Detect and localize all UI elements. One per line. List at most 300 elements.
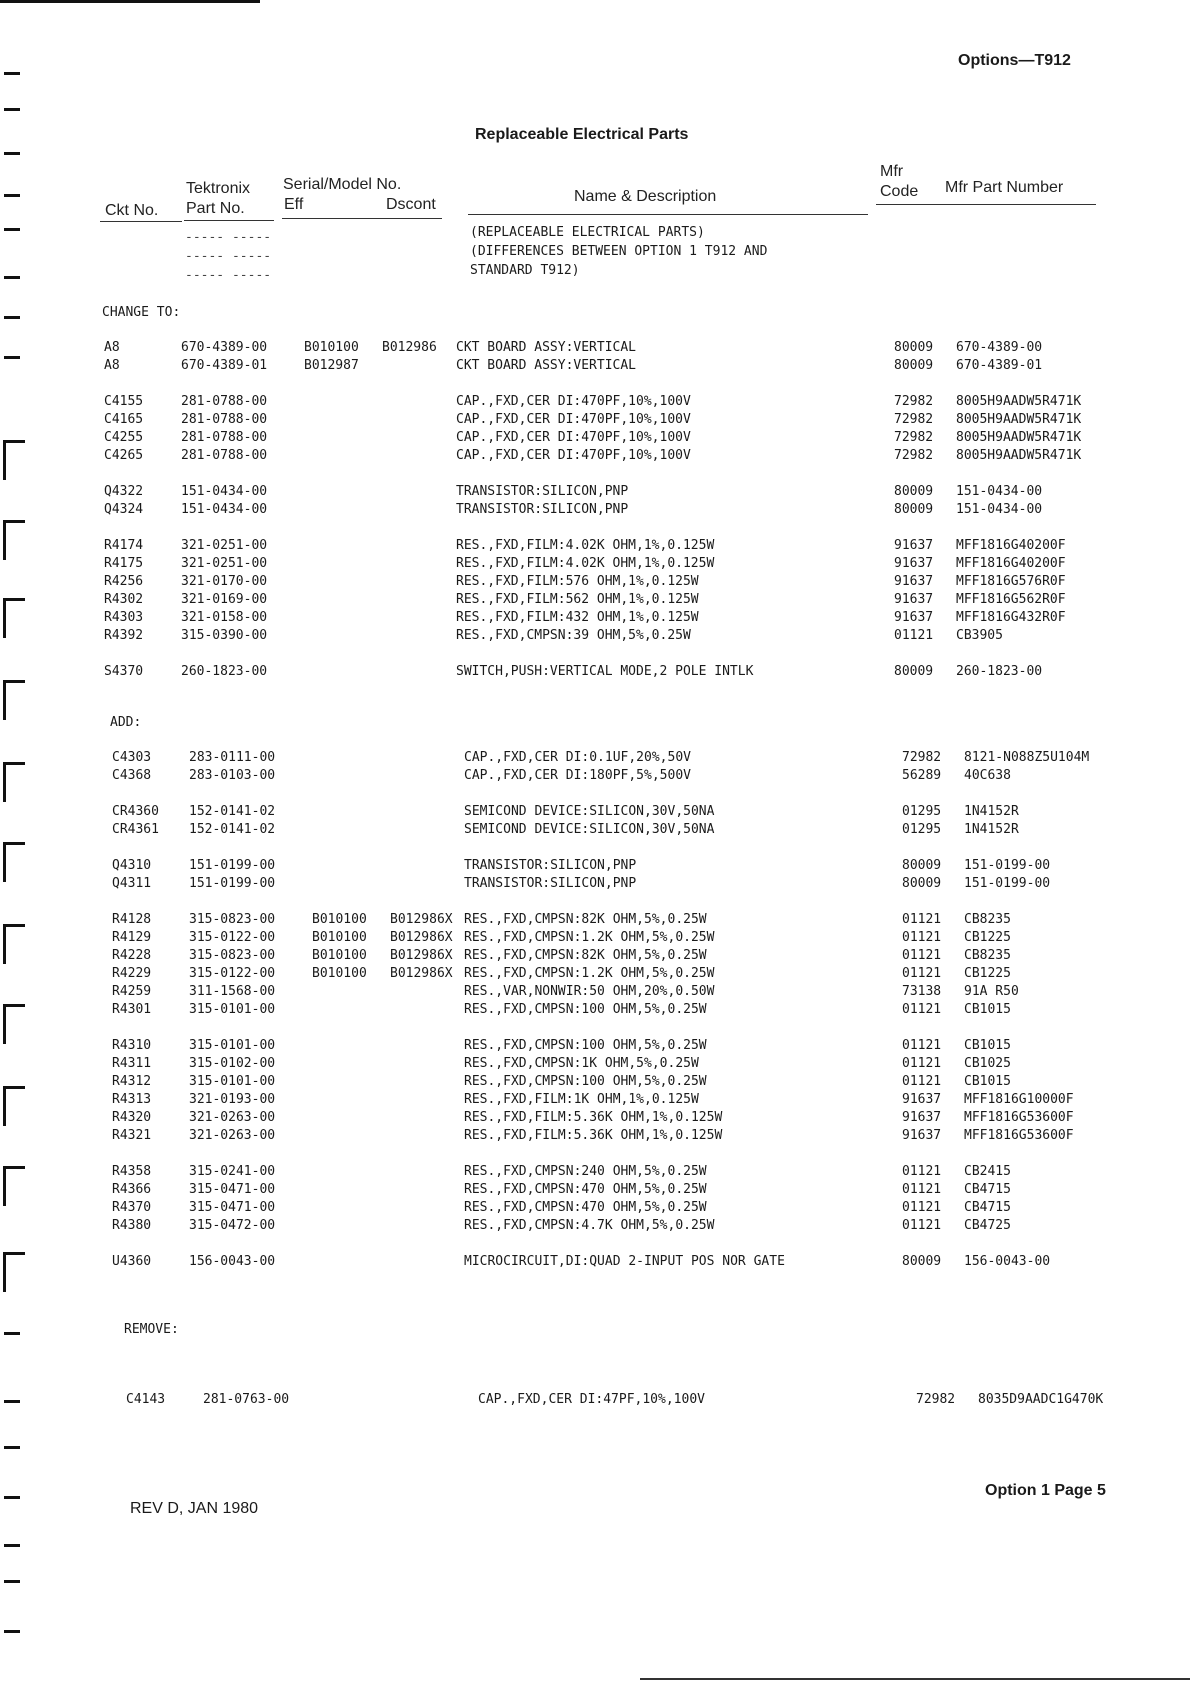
ckt-no: R4366 [112,1182,152,1197]
name-description: RES.,FXD,FILM:4.02K OHM,1%,0.125W [456,556,715,571]
mfr-part-number: 8005H9AADW5R471K [956,430,1082,445]
mfr-part-number: 8005H9AADW5R471K [956,412,1082,427]
part-row [112,1002,1112,1020]
tektronix-part-no: 321-0263-00 [189,1128,276,1143]
name-description: CAP.,FXD,CER DI:470PF,10%,100V [456,430,691,445]
name-description: RES.,FXD,CMPSN:1.2K OHM,5%,0.25W [464,966,715,981]
mfr-code: 80009 [894,664,934,679]
header-tektronix: Tektronix [186,180,251,197]
mfr-code: 01121 [902,1056,942,1071]
mfr-code: 91637 [894,610,934,625]
part-row [104,592,1104,610]
ckt-no: R4302 [104,592,144,607]
tektronix-part-no: 281-0763-00 [203,1392,290,1407]
name-description: RES.,FXD,FILM:432 OHM,1%,0.125W [456,610,699,625]
ckt-no: R4313 [112,1092,152,1107]
name-description: SEMICOND DEVICE:SILICON,30V,50NA [464,804,715,819]
bottom-edge-rule [640,1678,1190,1680]
part-row [112,1164,1112,1182]
mfr-code: 91637 [894,538,934,553]
mfr-part-number: 260-1823-00 [956,664,1043,679]
margin-mark [4,1544,20,1547]
mfr-part-number: CB1015 [964,1002,1011,1017]
tektronix-part-no: 321-0193-00 [189,1092,276,1107]
mfr-part-number: MFF1816G40200F [956,556,1066,571]
ckt-no: U4360 [112,1254,152,1269]
ckt-no: R4321 [112,1128,152,1143]
margin-mark [4,108,20,111]
tektronix-part-no: 321-0170-00 [181,574,268,589]
tektronix-part-no: 315-0241-00 [189,1164,276,1179]
tektronix-part-no: 283-0103-00 [189,768,276,783]
tektronix-part-no: 281-0788-00 [181,394,268,409]
ckt-no: R4256 [104,574,144,589]
mfr-code: 80009 [894,502,934,517]
mfr-code: 01121 [902,912,942,927]
mfr-part-number: CB1225 [964,930,1011,945]
spacer-row [104,466,1104,484]
tektronix-part-no: 315-0122-00 [189,966,276,981]
part-row [112,1128,1112,1146]
name-description: TRANSISTOR:SILICON,PNP [456,502,629,517]
name-description: RES.,FXD,CMPSN:100 OHM,5%,0.25W [464,1002,707,1017]
mfr-code: 01121 [902,1164,942,1179]
header-part-no: Part No. [186,200,245,217]
spacer-row [104,520,1104,538]
part-row [112,1074,1112,1092]
part-row [104,556,1104,574]
dash-line: ----- ----- [185,230,272,245]
part-row [104,664,1104,682]
mfr-code: 72982 [894,448,934,463]
mfr-code: 01121 [902,1200,942,1215]
section-label: CHANGE TO: [102,305,181,320]
mfr-part-number: CB3905 [956,628,1003,643]
name-description: CAP.,FXD,CER DI:470PF,10%,100V [456,448,691,463]
name-description: CAP.,FXD,CER DI:470PF,10%,100V [456,412,691,427]
header-eff: Eff [284,196,304,213]
ckt-no: R4370 [112,1200,152,1215]
tektronix-part-no: 315-0101-00 [189,1074,276,1089]
ckt-no: Q4322 [104,484,144,499]
part-row [112,1038,1112,1056]
serial-eff: B012987 [304,358,359,373]
dash-line: ----- ----- [185,249,272,264]
mfr-code: 01121 [902,1074,942,1089]
margin-bracket [3,1004,6,1044]
tektronix-part-no: 315-0823-00 [189,912,276,927]
part-row [112,1110,1112,1128]
serial-dscont: B012986X [390,948,453,963]
mfr-part-number: 151-0199-00 [964,876,1051,891]
mfr-code: 01121 [902,1038,942,1053]
part-row [112,750,1112,768]
mfr-code: 72982 [894,430,934,445]
mfr-code: 73138 [902,984,942,999]
part-row [112,1092,1112,1110]
margin-mark [4,356,20,359]
name-description: TRANSISTOR:SILICON,PNP [464,876,637,891]
revision-date: REV D, JAN 1980 [130,1500,259,1517]
header-rule [876,204,1096,205]
mfr-code: 80009 [894,358,934,373]
tektronix-part-no: 670-4389-00 [181,340,268,355]
name-description: RES.,FXD,CMPSN:470 OHM,5%,0.25W [464,1200,707,1215]
mfr-part-number: 151-0434-00 [956,502,1043,517]
ckt-no: S4370 [104,664,144,679]
spacer-row [112,1236,1112,1254]
intro-dashes [185,228,271,285]
mfr-part-number: 8121-N088Z5U104M [964,750,1090,765]
name-description: CAP.,FXD,CER DI:470PF,10%,100V [456,394,691,409]
ckt-no: C4303 [112,750,152,765]
mfr-part-number: 8035D9AADC1G470K [978,1392,1104,1407]
mfr-code: 01121 [902,966,942,981]
serial-dscont: B012986X [390,930,453,945]
part-row [112,1182,1112,1200]
header-dscont: Dscont [386,196,436,213]
name-description: CKT BOARD ASSY:VERTICAL [456,358,637,373]
ckt-no: C4255 [104,430,144,445]
tektronix-part-no: 321-0251-00 [181,556,268,571]
intro-line: (REPLACEABLE ELECTRICAL PARTS) [470,225,705,240]
part-row [112,804,1112,822]
mfr-part-number: CB4725 [964,1218,1011,1233]
part-row [112,876,1112,894]
part-row [104,484,1104,502]
part-row [112,912,1112,930]
mfr-part-number: MFF1816G40200F [956,538,1066,553]
tektronix-part-no: 151-0434-00 [181,484,268,499]
ckt-no: Q4310 [112,858,152,873]
margin-bracket [3,924,6,964]
tektronix-part-no: 315-0122-00 [189,930,276,945]
ckt-no: A8 [104,340,120,355]
mfr-code: 91637 [902,1092,942,1107]
margin-bracket [3,1166,6,1206]
name-description: RES.,FXD,CMPSN:470 OHM,5%,0.25W [464,1182,707,1197]
mfr-code: 91637 [902,1128,942,1143]
part-row [104,574,1104,592]
margin-mark [4,1580,20,1583]
name-description: CAP.,FXD,CER DI:180PF,5%,500V [464,768,691,783]
part-row [104,430,1104,448]
mfr-part-number: CB1225 [964,966,1011,981]
tektronix-part-no: 151-0199-00 [189,876,276,891]
serial-dscont: B012986X [390,966,453,981]
name-description: RES.,FXD,FILM:1K OHM,1%,0.125W [464,1092,699,1107]
mfr-part-number: CB8235 [964,948,1011,963]
mfr-part-number: CB2415 [964,1164,1011,1179]
ckt-no: R4392 [104,628,144,643]
name-description: SEMICOND DEVICE:SILICON,30V,50NA [464,822,715,837]
mfr-part-number: MFF1816G562R0F [956,592,1066,607]
margin-mark [4,276,20,279]
name-description: RES.,FXD,CMPSN:240 OHM,5%,0.25W [464,1164,707,1179]
serial-eff: B010100 [312,966,367,981]
ckt-no: C4143 [126,1392,166,1407]
tektronix-part-no: 315-0472-00 [189,1218,276,1233]
tektronix-part-no: 152-0141-02 [189,822,276,837]
part-row [104,394,1104,412]
header-rule [100,221,182,222]
ckt-no: R4310 [112,1038,152,1053]
mfr-code: 72982 [894,412,934,427]
header-name-description: Name & Description [574,188,717,205]
margin-mark [4,152,20,155]
section-label: REMOVE: [124,1322,179,1337]
name-description: RES.,FXD,CMPSN:100 OHM,5%,0.25W [464,1038,707,1053]
mfr-part-number: 1N4152R [964,822,1019,837]
ckt-no: Q4324 [104,502,144,517]
name-description: RES.,FXD,CMPSN:1.2K OHM,5%,0.25W [464,930,715,945]
part-row [104,340,1104,358]
ckt-no: R4301 [112,1002,152,1017]
margin-mark [4,194,20,197]
part-row [126,1392,1126,1410]
serial-eff: B010100 [312,930,367,945]
mfr-part-number: CB1015 [964,1038,1011,1053]
tektronix-part-no: 321-0169-00 [181,592,268,607]
margin-mark [4,72,20,75]
tektronix-part-no: 281-0788-00 [181,430,268,445]
name-description: RES.,VAR,NONWIR:50 OHM,20%,0.50W [464,984,715,999]
ckt-no: R4380 [112,1218,152,1233]
tektronix-part-no: 151-0434-00 [181,502,268,517]
mfr-code: 91637 [894,556,934,571]
page-number: Option 1 Page 5 [985,1482,1106,1499]
margin-mark [4,1630,20,1633]
mfr-part-number: MFF1816G53600F [964,1128,1074,1143]
tektronix-part-no: 321-0158-00 [181,610,268,625]
header-rule [468,214,868,215]
tektronix-part-no: 321-0251-00 [181,538,268,553]
spacer-row [112,786,1112,804]
part-row [112,1254,1112,1272]
mfr-code: 91637 [894,574,934,589]
dash-line: ----- ----- [185,268,272,283]
serial-eff: B010100 [312,912,367,927]
ckt-no: R4311 [112,1056,152,1071]
ckt-no: R4320 [112,1110,152,1125]
tektronix-part-no: 260-1823-00 [181,664,268,679]
header-code: Code [880,183,919,200]
tektronix-part-no: 315-0471-00 [189,1200,276,1215]
serial-eff: B010100 [312,948,367,963]
margin-bracket [3,842,6,882]
section-label: ADD: [110,715,142,730]
ckt-no: R4229 [112,966,152,981]
ckt-no: R4175 [104,556,144,571]
spacer-row [112,1020,1112,1038]
mfr-code: 01295 [902,804,942,819]
mfr-code: 80009 [894,340,934,355]
tektronix-part-no: 281-0788-00 [181,448,268,463]
margin-bracket [3,1086,6,1126]
name-description: CAP.,FXD,CER DI:47PF,10%,100V [478,1392,705,1407]
name-description: RES.,FXD,FILM:5.36K OHM,1%,0.125W [464,1128,723,1143]
ckt-no: C4368 [112,768,152,783]
mfr-code: 72982 [916,1392,956,1407]
part-row [104,538,1104,556]
part-row [112,858,1112,876]
mfr-code: 80009 [902,876,942,891]
mfr-part-number: MFF1816G53600F [964,1110,1074,1125]
mfr-code: 91637 [894,592,934,607]
mfr-part-number: 151-0434-00 [956,484,1043,499]
header-rule [282,218,442,219]
mfr-part-number: CB4715 [964,1182,1011,1197]
intro-line: STANDARD T912) [470,263,580,278]
ckt-no: R4228 [112,948,152,963]
ckt-no: CR4361 [112,822,159,837]
page-title: Replaceable Electrical Parts [475,126,689,143]
mfr-code: 01121 [902,1182,942,1197]
tektronix-part-no: 152-0141-02 [189,804,276,819]
tektronix-part-no: 315-0390-00 [181,628,268,643]
tektronix-part-no: 283-0111-00 [189,750,276,765]
mfr-part-number: MFF1816G576R0F [956,574,1066,589]
header-mfr: Mfr [880,163,904,180]
ckt-no: R4174 [104,538,144,553]
tektronix-part-no: 151-0199-00 [189,858,276,873]
tektronix-part-no: 156-0043-00 [189,1254,276,1269]
tektronix-part-no: 315-0823-00 [189,948,276,963]
part-row [104,628,1104,646]
mfr-code: 01121 [902,948,942,963]
mfr-part-number: 670-4389-01 [956,358,1043,373]
margin-mark [4,1496,20,1499]
serial-dscont: B012986X [390,912,453,927]
tektronix-part-no: 321-0263-00 [189,1110,276,1125]
mfr-part-number: MFF1816G432R0F [956,610,1066,625]
serial-dscont: B012986 [382,340,437,355]
part-row [104,448,1104,466]
name-description: SWITCH,PUSH:VERTICAL MODE,2 POLE INTLK [456,664,754,679]
margin-bracket [3,762,6,802]
tektronix-part-no: 281-0788-00 [181,412,268,427]
margin-mark [4,1400,20,1403]
ckt-no: C4155 [104,394,144,409]
intro-text [470,223,767,280]
mfr-part-number: CB1015 [964,1074,1011,1089]
header-rule [184,220,274,221]
spacer-row [104,376,1104,394]
mfr-code: 01121 [902,930,942,945]
margin-mark [4,316,20,319]
name-description: CKT BOARD ASSY:VERTICAL [456,340,637,355]
header-ckt-no: Ckt No. [105,202,159,219]
margin-bracket [3,598,6,638]
ckt-no: R4303 [104,610,144,625]
name-description: RES.,FXD,CMPSN:4.7K OHM,5%,0.25W [464,1218,715,1233]
mfr-code: 01121 [902,1002,942,1017]
part-row [104,502,1104,520]
serial-eff: B010100 [304,340,359,355]
tektronix-part-no: 670-4389-01 [181,358,268,373]
margin-mark [4,1332,20,1335]
mfr-part-number: 156-0043-00 [964,1254,1051,1269]
ckt-no: C4265 [104,448,144,463]
part-row [112,966,1112,984]
mfr-code: 72982 [894,394,934,409]
name-description: CAP.,FXD,CER DI:0.1UF,20%,50V [464,750,691,765]
part-row [112,1200,1112,1218]
ckt-no: R4259 [112,984,152,999]
ckt-no: R4358 [112,1164,152,1179]
spacer-row [112,894,1112,912]
margin-mark [4,1446,20,1449]
name-description: RES.,FXD,CMPSN:82K OHM,5%,0.25W [464,912,707,927]
mfr-code: 01121 [894,628,934,643]
mfr-code: 80009 [894,484,934,499]
mfr-code: 80009 [902,858,942,873]
part-row [112,1056,1112,1074]
name-description: TRANSISTOR:SILICON,PNP [456,484,629,499]
mfr-part-number: CB4715 [964,1200,1011,1215]
header-serial-model: Serial/Model No. [283,176,402,193]
name-description: RES.,FXD,FILM:4.02K OHM,1%,0.125W [456,538,715,553]
name-description: RES.,FXD,CMPSN:39 OHM,5%,0.25W [456,628,691,643]
part-row [104,610,1104,628]
name-description: RES.,FXD,FILM:562 OHM,1%,0.125W [456,592,699,607]
part-row [112,948,1112,966]
name-description: RES.,FXD,CMPSN:1K OHM,5%,0.25W [464,1056,699,1071]
ckt-no: A8 [104,358,120,373]
mfr-code: 56289 [902,768,942,783]
mfr-code: 01295 [902,822,942,837]
part-row [104,412,1104,430]
mfr-part-number: 40C638 [964,768,1011,783]
part-row [112,930,1112,948]
name-description: RES.,FXD,CMPSN:82K OHM,5%,0.25W [464,948,707,963]
ckt-no: C4165 [104,412,144,427]
mfr-code: 01121 [902,1218,942,1233]
mfr-part-number: MFF1816G10000F [964,1092,1074,1107]
part-row [104,358,1104,376]
margin-bracket [3,520,6,560]
name-description: RES.,FXD,FILM:5.36K OHM,1%,0.125W [464,1110,723,1125]
tektronix-part-no: 311-1568-00 [189,984,276,999]
mfr-part-number: CB8235 [964,912,1011,927]
header-mfr-part-number: Mfr Part Number [945,179,1064,196]
name-description: MICROCIRCUIT,DI:QUAD 2-INPUT POS NOR GATE [464,1254,785,1269]
name-description: RES.,FXD,CMPSN:100 OHM,5%,0.25W [464,1074,707,1089]
margin-bracket [3,1252,6,1292]
mfr-part-number: 8005H9AADW5R471K [956,448,1082,463]
mfr-code: 91637 [902,1110,942,1125]
part-row [112,984,1112,1002]
margin-bracket [3,440,6,480]
tektronix-part-no: 315-0101-00 [189,1002,276,1017]
mfr-part-number: 91A R50 [964,984,1019,999]
ckt-no: R4128 [112,912,152,927]
running-head: Options—T912 [958,52,1071,69]
name-description: TRANSISTOR:SILICON,PNP [464,858,637,873]
name-description: RES.,FXD,FILM:576 OHM,1%,0.125W [456,574,699,589]
mfr-part-number: 1N4152R [964,804,1019,819]
tektronix-part-no: 315-0101-00 [189,1038,276,1053]
ckt-no: Q4311 [112,876,152,891]
part-row [112,1218,1112,1236]
mfr-part-number: CB1025 [964,1056,1011,1071]
intro-line: (DIFFERENCES BETWEEN OPTION 1 T912 AND [470,244,768,259]
spacer-row [112,840,1112,858]
tektronix-part-no: 315-0471-00 [189,1182,276,1197]
margin-mark [4,228,20,231]
ckt-no: R4312 [112,1074,152,1089]
margin-binding-marks [0,0,40,1684]
